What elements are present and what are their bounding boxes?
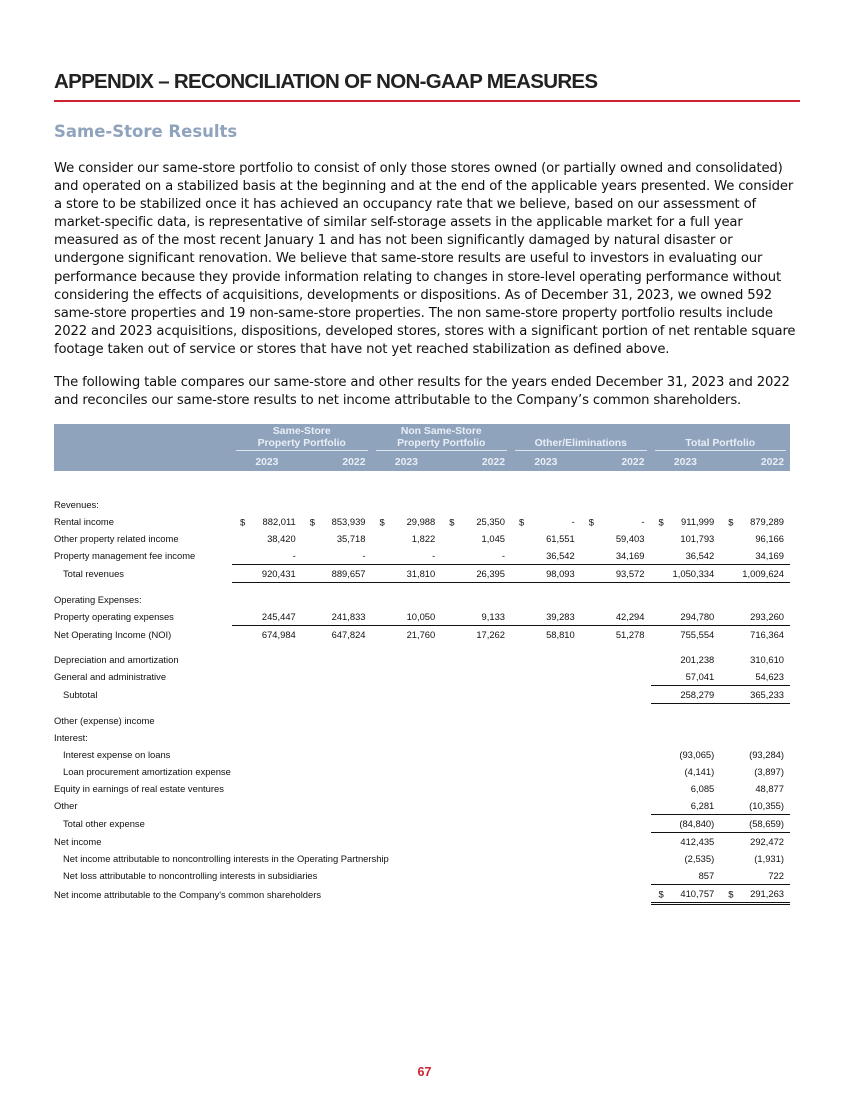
cell-value: 59,403 (615, 533, 645, 544)
row-label: Property operating expenses (54, 611, 174, 623)
row-other (54, 797, 790, 815)
same-store-results-table (54, 424, 790, 905)
cell-value: 647,824 (331, 629, 366, 640)
cell-value: 21,760 (406, 629, 436, 640)
year-header: 2023 (372, 454, 442, 471)
cell-value: (93,065) (679, 749, 715, 760)
table-intro-paragraph: The following table compares our same-store and other results for the years ended December 31, 2023 and 2022 and reconciles our same-store results to net income attributable to the Company’s common shareholders. (54, 375, 790, 409)
row-g-and-a (54, 668, 790, 686)
cell-value: 410,757 (680, 888, 715, 899)
title-divider (54, 100, 800, 102)
cell-value: 51,278 (615, 629, 645, 640)
cell-value: 26,395 (441, 565, 511, 583)
row-label: Net income (54, 835, 102, 847)
cell-value: - (571, 516, 575, 527)
year-header: 2022 (581, 454, 651, 471)
row-subtotal (54, 686, 790, 704)
row-noi (54, 626, 790, 644)
row-rental-income (54, 513, 790, 530)
cell-value: 294,780 (651, 608, 721, 626)
row-loan-amort (54, 763, 790, 780)
cell-value: 258,279 (651, 686, 721, 704)
cell-value: 9,133 (441, 608, 511, 626)
year-header: 2023 (232, 454, 302, 471)
row-label: Depreciation and amortization (54, 654, 179, 665)
row-label: Equity in earnings of real estate ventures (54, 783, 224, 794)
cell-value: 293,260 (720, 608, 790, 626)
page-number: 67 (417, 1065, 432, 1079)
row-label: Property management fee income (54, 550, 196, 562)
cell-value: 38,420 (267, 533, 296, 544)
year-header: 2023 (651, 454, 721, 471)
cell-value: 34,169 (581, 547, 651, 565)
cell-value: 365,233 (720, 686, 790, 704)
row-label: Interest: (54, 732, 88, 743)
cell-value: 882,011 (262, 516, 296, 527)
year-header: 2022 (302, 454, 372, 471)
cell-value: 6,085 (690, 783, 715, 794)
cell-value: 98,093 (511, 565, 581, 583)
cell-value: 93,572 (581, 565, 651, 583)
cell-value: 42,294 (581, 608, 651, 626)
table-header-years (54, 454, 790, 471)
cell-value: 241,833 (302, 608, 372, 626)
cell-value: 245,447 (232, 608, 302, 626)
group-header-non-same-store: Non Same-Store (372, 424, 512, 438)
cell-value: 25,350 (476, 516, 505, 527)
cell-value: 674,984 (261, 629, 296, 640)
cell-value: - (232, 547, 302, 565)
cell-value: 34,169 (720, 547, 790, 565)
intro-paragraph: We consider our same-store portfolio to consist of only those stores owned (or partially owned and consolidated) and operated on a stabilized basis at the beginning and at the end of the applicable years presented. We consider a store to be stabilized once it has achieved an occupancy rate that we believe, based on our assessment of market-specific data, is representative of similar self-storage assets in the applicable market for a full year measured as of the most recent January 1 and has not been significantly damaged by natural disaster or undergone significant renovation. We believe that same-store results are useful to investors in evaluating our performance because they provide information relating to changes in store-level operating performance without considering the effects of acquisitions, developments or dispositions. As of December 31, 2023, we owned 592 same-store properties and 19 non-same-store properties. The non same-store property portfolio results include 2022 and 2023 acquisitions, dispositions, developed stores, stores with a significant portion of net rentable square footage taken out of service or stores that have not yet reached stabilization as defined above. (54, 161, 796, 357)
cell-value: - (372, 547, 442, 565)
cell-value: 36,542 (511, 547, 581, 565)
cell-value: 101,793 (680, 533, 715, 544)
cell-value: 1,822 (411, 533, 436, 544)
row-label: Total revenues (63, 568, 124, 579)
cell-value: (3,897) (754, 766, 784, 777)
row-label: Other (54, 800, 78, 812)
cell-value: 1,050,334 (651, 565, 721, 583)
year-header: 2022 (720, 454, 790, 471)
row-nci-op (54, 850, 790, 867)
row-label: Net Operating Income (NOI) (54, 628, 172, 640)
cell-value: 35,718 (336, 533, 366, 544)
cell-value: 722 (720, 867, 790, 885)
cell-value: 716,364 (750, 629, 784, 640)
cell-value: 291,263 (750, 888, 784, 899)
row-equity-earnings (54, 780, 790, 797)
cell-value: 1,009,624 (720, 565, 790, 583)
cell-value: 920,431 (232, 565, 302, 583)
group-subheader-non-same-store: Property Portfolio (376, 438, 508, 451)
cell-value: - (641, 516, 645, 527)
section-title: Same-Store Results (54, 122, 238, 141)
currency-symbol: $ (379, 516, 385, 527)
cell-value: (93,284) (749, 749, 784, 760)
group-header-total-portfolio: Total Portfolio (655, 438, 787, 451)
row-revenues-heading (54, 496, 790, 513)
cell-value: (84,840) (651, 815, 721, 833)
currency-symbol: $ (309, 516, 315, 527)
currency-symbol: $ (658, 888, 664, 899)
row-label: Other property related income (54, 533, 179, 544)
cell-value: 853,939 (331, 516, 366, 527)
cell-value: 1,045 (481, 533, 505, 544)
row-label: Interest expense on loans (63, 749, 171, 760)
row-operating-expenses-heading (54, 591, 790, 608)
table-header-row-1 (54, 424, 790, 438)
cell-value: 36,542 (651, 547, 721, 565)
currency-symbol: $ (519, 516, 525, 527)
cell-value: 10,050 (372, 608, 442, 626)
row-label: Operating Expenses: (54, 594, 142, 605)
cell-value: 39,283 (511, 608, 581, 626)
cell-value: 48,877 (755, 783, 784, 794)
row-interest-heading (54, 729, 790, 746)
cell-value: (2,535) (684, 853, 715, 864)
row-interest-loans (54, 746, 790, 763)
cell-value: 6,281 (651, 797, 721, 815)
currency-symbol: $ (449, 516, 455, 527)
row-label: Net loss attributable to noncontrolling interests in subsidiaries (63, 870, 318, 882)
cell-value: 96,166 (755, 533, 784, 544)
row-label: Loan procurement amortization expense (63, 766, 231, 777)
cell-value: (58,659) (720, 815, 790, 833)
cell-value: - (441, 547, 511, 565)
currency-symbol: $ (658, 516, 664, 527)
cell-value: 292,472 (750, 836, 784, 847)
row-dep-amort (54, 651, 790, 668)
row-property-opex (54, 608, 790, 626)
year-header: 2023 (511, 454, 581, 471)
row-nci-subs (54, 867, 790, 885)
cell-value: 310,610 (750, 654, 784, 665)
row-label: Other (expense) income (54, 715, 155, 726)
cell-value: 857 (651, 867, 721, 885)
row-net-income (54, 833, 790, 851)
row-label: General and administrative (54, 671, 167, 683)
currency-symbol: $ (728, 888, 734, 899)
cell-value: 911,999 (681, 516, 715, 527)
row-other-property-income (54, 530, 790, 547)
group-header-same-store: Same-Store (232, 424, 372, 438)
cell-value: 54,623 (720, 668, 790, 686)
cell-value: - (302, 547, 372, 565)
cell-value: 879,289 (750, 516, 784, 527)
currency-symbol: $ (240, 516, 246, 527)
cell-value: 412,435 (680, 836, 715, 847)
cell-value: (10,355) (720, 797, 790, 815)
group-header-other-eliminations: Other/Eliminations (515, 438, 647, 451)
currency-symbol: $ (588, 516, 594, 527)
row-total-other-expense (54, 815, 790, 833)
row-total-revenues (54, 565, 790, 583)
appendix-title: APPENDIX – RECONCILIATION OF NON-GAAP MEASURES (54, 70, 598, 93)
table-header-row-2 (54, 438, 790, 454)
cell-value: 17,262 (476, 629, 505, 640)
year-header: 2022 (441, 454, 511, 471)
row-net-income-common (54, 885, 790, 904)
row-label: Total other expense (63, 818, 145, 829)
row-other-income-heading (54, 712, 790, 729)
cell-value: 57,041 (651, 668, 721, 686)
row-label: Subtotal (63, 689, 98, 700)
row-label: Net income attributable to the Company's common shareholders (54, 888, 322, 900)
cell-value: 201,238 (680, 654, 715, 665)
cell-value: 755,554 (680, 629, 715, 640)
cell-value: (4,141) (684, 766, 715, 777)
row-label: Net income attributable to noncontrolling interests in the Operating Partnership (63, 853, 389, 864)
row-label: Revenues: (54, 499, 99, 510)
currency-symbol: $ (728, 516, 734, 527)
row-pm-fee-income (54, 547, 790, 565)
group-subheader-same-store: Property Portfolio (236, 438, 368, 451)
cell-value: 889,657 (302, 565, 372, 583)
cell-value: 31,810 (372, 565, 442, 583)
cell-value: (1,931) (754, 853, 784, 864)
cell-value: 29,988 (406, 516, 436, 527)
cell-value: 61,551 (546, 533, 575, 544)
row-label: Rental income (54, 516, 114, 527)
cell-value: 58,810 (546, 629, 575, 640)
